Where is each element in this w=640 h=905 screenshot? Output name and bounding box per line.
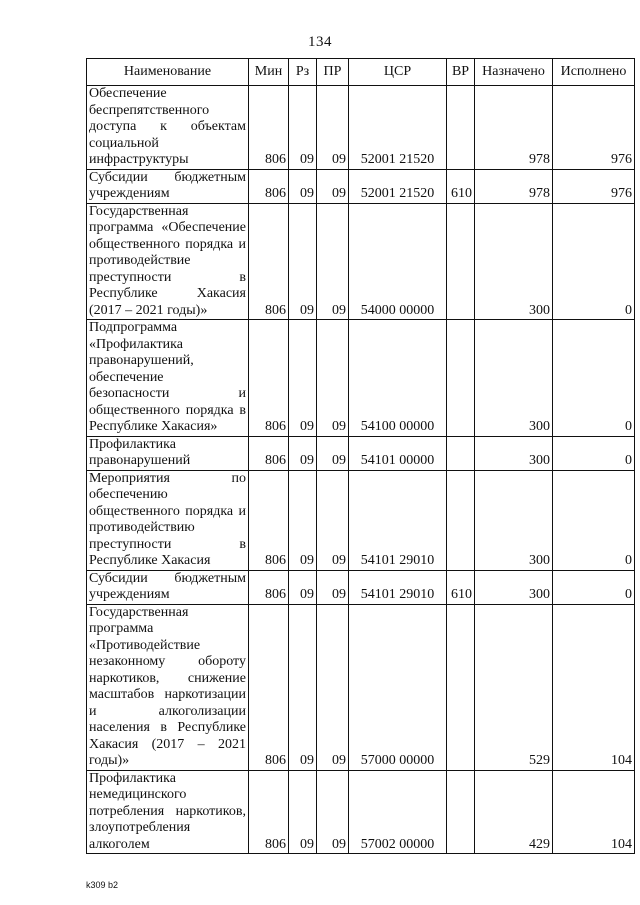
cell-pr: 09 — [317, 570, 349, 604]
cell-csr: 54101 00000 — [349, 436, 447, 470]
table-row — [87, 169, 635, 203]
cell-assigned: 300 — [475, 320, 553, 437]
cell-pr: 09 — [317, 470, 349, 570]
cell-executed: 0 — [553, 203, 635, 320]
cell-assigned: 300 — [475, 203, 553, 320]
cell-assigned: 300 — [475, 436, 553, 470]
cell-min: 806 — [249, 169, 289, 203]
cell-min: 806 — [249, 86, 289, 170]
cell-assigned: 529 — [475, 604, 553, 770]
cell-min: 806 — [249, 436, 289, 470]
cell-assigned: 429 — [475, 770, 553, 854]
cell-vr: 610 — [447, 570, 475, 604]
cell-min: 806 — [249, 770, 289, 854]
table-row — [87, 320, 635, 437]
cell-vr — [447, 86, 475, 170]
cell-csr: 54100 00000 — [349, 320, 447, 437]
table-row — [87, 470, 635, 570]
cell-name: Профилактика правонарушений — [87, 436, 249, 470]
cell-min: 806 — [249, 470, 289, 570]
cell-vr — [447, 320, 475, 437]
cell-name: Профилактика немедицинского потребления наркотиков, злоупотребления алкоголем — [87, 770, 249, 854]
table-row — [87, 570, 635, 604]
header-csr: ЦСР — [349, 59, 447, 86]
cell-rz: 09 — [289, 203, 317, 320]
cell-vr — [447, 604, 475, 770]
cell-rz: 09 — [289, 470, 317, 570]
cell-name: Субсидии бюджетным учреждениям — [87, 169, 249, 203]
cell-rz: 09 — [289, 86, 317, 170]
cell-rz: 09 — [289, 770, 317, 854]
header-executed: Исполнено — [553, 59, 635, 86]
cell-executed: 976 — [553, 86, 635, 170]
table-row — [87, 86, 635, 170]
table-row — [87, 770, 635, 854]
cell-csr: 52001 21520 — [349, 169, 447, 203]
cell-assigned: 300 — [475, 470, 553, 570]
page-number: 134 — [308, 34, 332, 50]
cell-name: Субсидии бюджетным учреждениям — [87, 570, 249, 604]
cell-rz: 09 — [289, 169, 317, 203]
cell-pr: 09 — [317, 86, 349, 170]
footer-code: k309 b2 — [86, 880, 119, 890]
header-rz: Рз — [289, 59, 317, 86]
cell-vr — [447, 436, 475, 470]
cell-name: Государственная программа «Противодействие незаконному обороту наркотиков, снижение масштабов наркотизации и алкоголизации населения в Республике Хакасия (2017 – 2021 годы)» — [87, 604, 249, 770]
cell-vr — [447, 203, 475, 320]
table-body — [87, 86, 635, 854]
cell-pr: 09 — [317, 770, 349, 854]
table-header-row — [87, 59, 635, 86]
cell-pr: 09 — [317, 320, 349, 437]
cell-vr — [447, 470, 475, 570]
cell-vr — [447, 770, 475, 854]
cell-vr: 610 — [447, 169, 475, 203]
cell-rz: 09 — [289, 570, 317, 604]
cell-assigned: 978 — [475, 169, 553, 203]
cell-name: Подпрограмма «Профилактика правонарушений, обеспечение безопасности и общественного порядка в Республике Хакасия» — [87, 320, 249, 437]
header-pr: ПР — [317, 59, 349, 86]
cell-rz: 09 — [289, 320, 317, 437]
cell-executed: 0 — [553, 470, 635, 570]
cell-csr: 52001 21520 — [349, 86, 447, 170]
cell-pr: 09 — [317, 436, 349, 470]
cell-csr: 54101 29010 — [349, 470, 447, 570]
cell-rz: 09 — [289, 604, 317, 770]
table-row — [87, 203, 635, 320]
cell-csr: 54101 29010 — [349, 570, 447, 604]
budget-table — [86, 58, 635, 854]
cell-executed: 0 — [553, 436, 635, 470]
cell-assigned: 978 — [475, 86, 553, 170]
cell-name: Мероприятия по обеспечению общественного порядка и противодействию преступности в Республике Хакасия — [87, 470, 249, 570]
cell-name: Обеспечение беспрепятственного доступа к объектам социальной инфраструктуры — [87, 86, 249, 170]
cell-min: 806 — [249, 320, 289, 437]
cell-executed: 104 — [553, 770, 635, 854]
cell-csr: 57000 00000 — [349, 604, 447, 770]
header-min: Мин — [249, 59, 289, 86]
cell-pr: 09 — [317, 604, 349, 770]
cell-executed: 104 — [553, 604, 635, 770]
cell-name: Государственная программа «Обеспечение общественного порядка и противодействие преступности в Республике Хакасия (2017 – 2021 годы)» — [87, 203, 249, 320]
cell-rz: 09 — [289, 436, 317, 470]
cell-assigned: 300 — [475, 570, 553, 604]
cell-pr: 09 — [317, 203, 349, 320]
header-name: Наименование — [87, 59, 249, 86]
cell-min: 806 — [249, 604, 289, 770]
header-vr: ВР — [447, 59, 475, 86]
cell-executed: 976 — [553, 169, 635, 203]
cell-csr: 57002 00000 — [349, 770, 447, 854]
cell-pr: 09 — [317, 169, 349, 203]
cell-executed: 0 — [553, 570, 635, 604]
cell-csr: 54000 00000 — [349, 203, 447, 320]
table-row — [87, 436, 635, 470]
table-row — [87, 604, 635, 770]
cell-min: 806 — [249, 203, 289, 320]
cell-executed: 0 — [553, 320, 635, 437]
cell-min: 806 — [249, 570, 289, 604]
header-assigned: Назначено — [475, 59, 553, 86]
